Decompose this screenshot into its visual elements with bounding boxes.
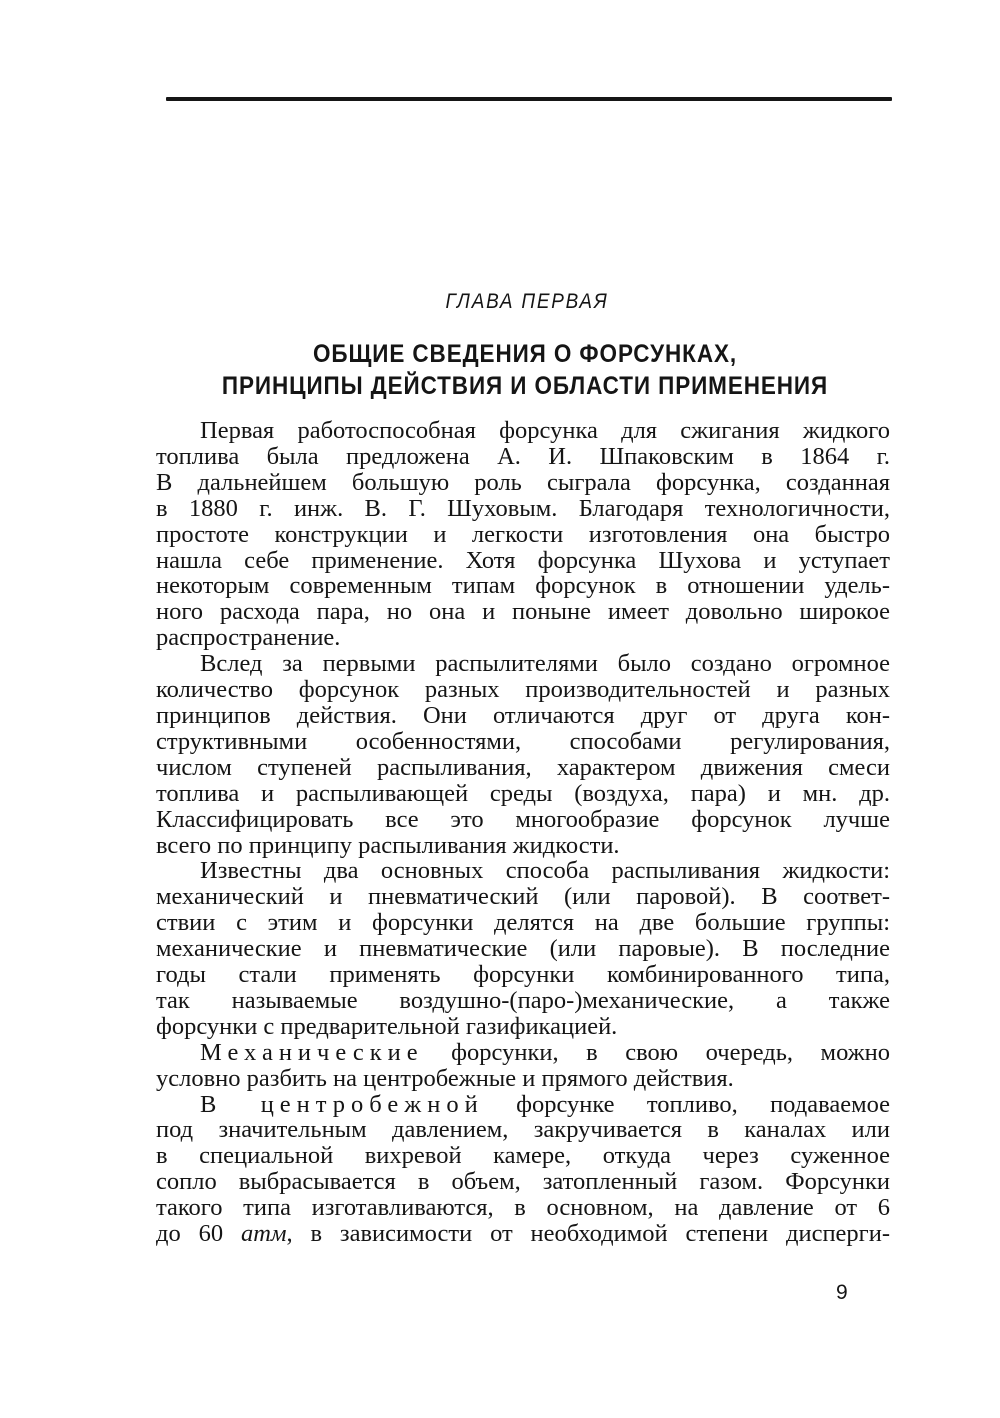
paragraph	[156, 1040, 890, 1092]
body-text	[156, 418, 890, 1247]
chapter-title	[150, 338, 900, 402]
spaced-term: В центробежной	[200, 1090, 484, 1118]
text-line	[156, 1221, 890, 1247]
text-line	[156, 1092, 890, 1118]
text-line: распространение.	[156, 624, 341, 652]
text-line: в специальной вихревой камере, откуда через суженное	[156, 1142, 890, 1170]
unit-atm: атм	[240, 1220, 287, 1248]
text-line: так называемые воздушно-(паро-)механические, а также	[156, 986, 890, 1014]
text-line: принципов действия. Они отличаются друг от друга кон-	[156, 701, 890, 729]
text-line: топлива была предложена А. И. Шпаковским в 1864 г.	[156, 442, 890, 470]
text-fragment: форсунке топливо, подаваемое	[483, 1090, 890, 1118]
text-line: условно разбить на центробежные и прямого действия.	[156, 1064, 734, 1092]
page-number: 9	[836, 1281, 848, 1304]
paragraph	[156, 858, 890, 1039]
text-line: такого типа изготавливаются, в основном, на давление от 6	[156, 1194, 890, 1222]
chapter-title-line: ПРИНЦИПЫ ДЕЙСТВИЯ И ОБЛАСТИ ПРИМЕНЕНИЯ	[221, 372, 829, 400]
text-fragment: до 60	[156, 1220, 241, 1248]
text-line: числом ступеней распыливания, характером движения смеси	[156, 753, 890, 781]
paragraph	[156, 651, 890, 858]
text-line: годы стали применять форсунки комбинированного типа,	[156, 961, 890, 989]
text-line: под значительным давлением, закручивается в каналах или	[156, 1116, 890, 1144]
text-line: Известны два основных способа распыливания жидкости:	[200, 857, 890, 885]
text-fragment: , в зависимости от необходимой степени дисперги-	[286, 1220, 891, 1248]
text-line: механический и пневматический (или паровой). В соответ-	[156, 883, 890, 911]
text-line: Классифицировать все это многообразие форсунок лучше	[156, 805, 890, 833]
text-line: механические и пневматические (или паровые). В последние	[156, 935, 890, 963]
text-line: ствии с этим и форсунки делятся на две большие группы:	[156, 909, 890, 937]
text-line: нашла себе применение. Хотя форсунка Шухова и уступает	[156, 546, 890, 574]
text-line: ного расхода пара, но она и поныне имеет довольно широкое	[156, 598, 890, 626]
header-rule	[166, 97, 892, 101]
chapter-title-line: ОБЩИЕ СВЕДЕНИЯ О ФОРСУНКАХ,	[312, 340, 738, 368]
text-line	[156, 1040, 890, 1066]
text-line: в 1880 г. инж. В. Г. Шуховым. Благодаря технологичности,	[156, 494, 890, 522]
text-line: В дальнейшем большую роль сыграла форсунка, созданная	[156, 468, 890, 496]
text-line: количество форсунок разных производительностей и разных	[156, 676, 890, 704]
spaced-term: Механические	[200, 1038, 424, 1066]
paragraph	[156, 418, 890, 651]
text-line: форсунки с предварительной газификацией.	[156, 1012, 618, 1040]
text-line: Первая работоспособная форсунка для сжигания жидкого	[200, 417, 890, 444]
chapter-label: ГЛАВА ПЕРВАЯ	[445, 290, 609, 313]
text-line: всего по принципу распыливания жидкости.	[156, 831, 620, 859]
text-line: простоте конструкции и легкости изготовления она быстро	[156, 520, 890, 548]
text-line: Вслед за первыми распылителями было создано огромное	[200, 650, 890, 678]
paragraph	[156, 1092, 890, 1247]
text-fragment: форсунки, в свою очередь, можно	[423, 1038, 890, 1066]
text-line: некоторым современным типам форсунок в отношении удель-	[156, 572, 890, 600]
text-line: топлива и распыливающей среды (воздуха, пара) и мн. др.	[156, 779, 890, 807]
text-line: структивными особенностями, способами регулирования,	[156, 727, 890, 755]
text-line: сопло выбрасывается в объем, затопленный газом. Форсунки	[156, 1168, 890, 1196]
